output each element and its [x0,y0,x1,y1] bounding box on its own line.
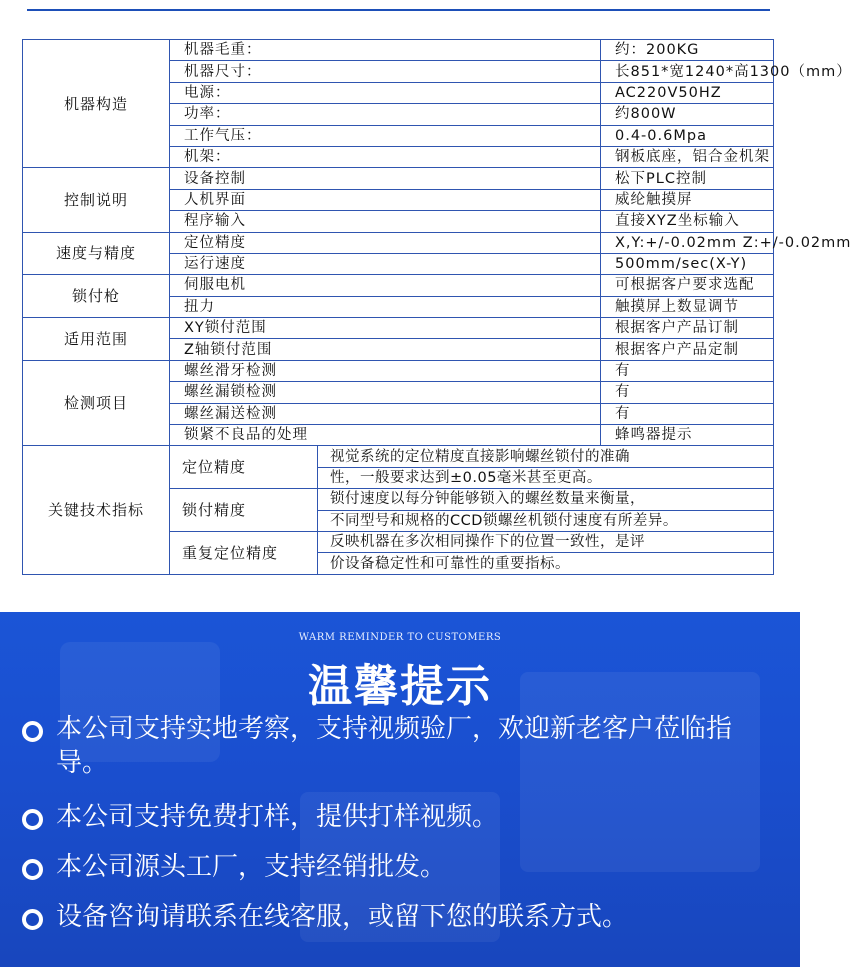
param-value: 蜂鸣器提示 [601,425,774,446]
param-name: 定位精度 [170,232,601,253]
circle-bullet-icon [22,909,43,930]
indicator-desc-line: 价设备稳定性和可靠性的重要指标。 [318,553,774,574]
category-cell: 机器构造 [23,40,170,168]
list-item [22,712,762,780]
param-name: 螺丝漏送检测 [170,403,601,424]
reminder-text: 本公司支持免费打样，提供打样视频。 [56,802,499,832]
param-value: X,Y:+/-0.02mm Z:+/-0.02mm [601,232,774,253]
table-row [23,168,774,189]
indicator-name: 定位精度 [170,446,318,489]
category-cell: 关键技术指标 [23,446,170,574]
param-name: 工作气压： [170,125,601,146]
param-value: 威纶触摸屏 [601,189,774,210]
param-name: Z轴锁付范围 [170,339,601,360]
param-value: 可根据客户要求选配 [601,275,774,296]
param-name: 机器毛重： [170,40,601,61]
indicator-desc-line: 反映机器在多次相同操作下的位置一致性，是评 [318,531,774,552]
list-item [22,900,762,934]
param-value: 约800W [601,104,774,125]
param-value: 直接XYZ坐标输入 [601,211,774,232]
param-name: 功率： [170,104,601,125]
table-row [23,318,774,339]
param-value: 有 [601,382,774,403]
param-value: 500mm/sec(X-Y) [601,253,774,274]
indicator-name: 锁付精度 [170,489,318,532]
list-item [22,850,762,884]
table-row [23,40,774,61]
param-name: 锁紧不良品的处理 [170,425,601,446]
circle-bullet-icon [22,859,43,880]
param-name: 程序输入 [170,211,601,232]
param-value: 有 [601,403,774,424]
indicator-desc-line: 性，一般要求达到±0.05毫米甚至更高。 [318,467,774,488]
param-value: 根据客户产品订制 [601,318,774,339]
category-cell: 锁付枪 [23,275,170,318]
param-value: 约：200KG [601,40,774,61]
warm-reminder-banner [0,612,800,967]
category-cell: 速度与精度 [23,232,170,275]
param-value: 长851*宽1240*高1300（mm） [601,61,774,82]
param-name: 设备控制 [170,168,601,189]
indicator-desc-line: 不同型号和规格的CCD锁螺丝机锁付速度有所差异。 [318,510,774,531]
category-cell: 适用范围 [23,318,170,361]
reminder-title: 温馨提示 [308,661,492,712]
param-name: 伺服电机 [170,275,601,296]
param-value: 松下PLC控制 [601,168,774,189]
param-value: 触摸屏上数显调节 [601,296,774,317]
param-value: 有 [601,360,774,381]
circle-bullet-icon [22,721,43,742]
param-name: 人机界面 [170,189,601,210]
category-cell: 检测项目 [23,360,170,446]
param-name: 运行速度 [170,253,601,274]
param-name: 扭力 [170,296,601,317]
list-item [22,800,762,834]
reminder-subtitle: WARM REMINDER TO CUSTOMERS [298,632,502,643]
param-value: AC220V50HZ [601,82,774,103]
reminder-text: 本公司源头工厂，支持经销批发。 [56,852,447,882]
table-row [23,446,774,467]
param-name: XY锁付范围 [170,318,601,339]
param-name: 电源： [170,82,601,103]
top-divider [27,9,770,11]
spec-table [22,39,852,575]
param-name: 机架： [170,146,601,167]
param-value: 0.4-0.6Mpa [601,125,774,146]
param-name: 机器尺寸： [170,61,601,82]
param-value: 根据客户产品定制 [601,339,774,360]
table-row [23,360,774,381]
circle-bullet-icon [22,809,43,830]
reminder-text: 设备咨询请联系在线客服，或留下您的联系方式。 [56,902,629,932]
reminder-text: 本公司支持实地考察，支持视频验厂，欢迎新老客户莅临指导。 [56,714,733,778]
table-row [23,275,774,296]
param-value: 钢板底座，铝合金机架 [601,146,774,167]
indicator-name: 重复定位精度 [170,531,318,574]
indicator-desc-line: 视觉系统的定位精度直接影响螺丝锁付的准确 [318,446,774,467]
category-cell: 控制说明 [23,168,170,232]
param-name: 螺丝漏锁检测 [170,382,601,403]
indicator-desc-line: 锁付速度以每分钟能够锁入的螺丝数量来衡量， [318,489,774,510]
table-row [23,232,774,253]
param-name: 螺丝滑牙检测 [170,360,601,381]
